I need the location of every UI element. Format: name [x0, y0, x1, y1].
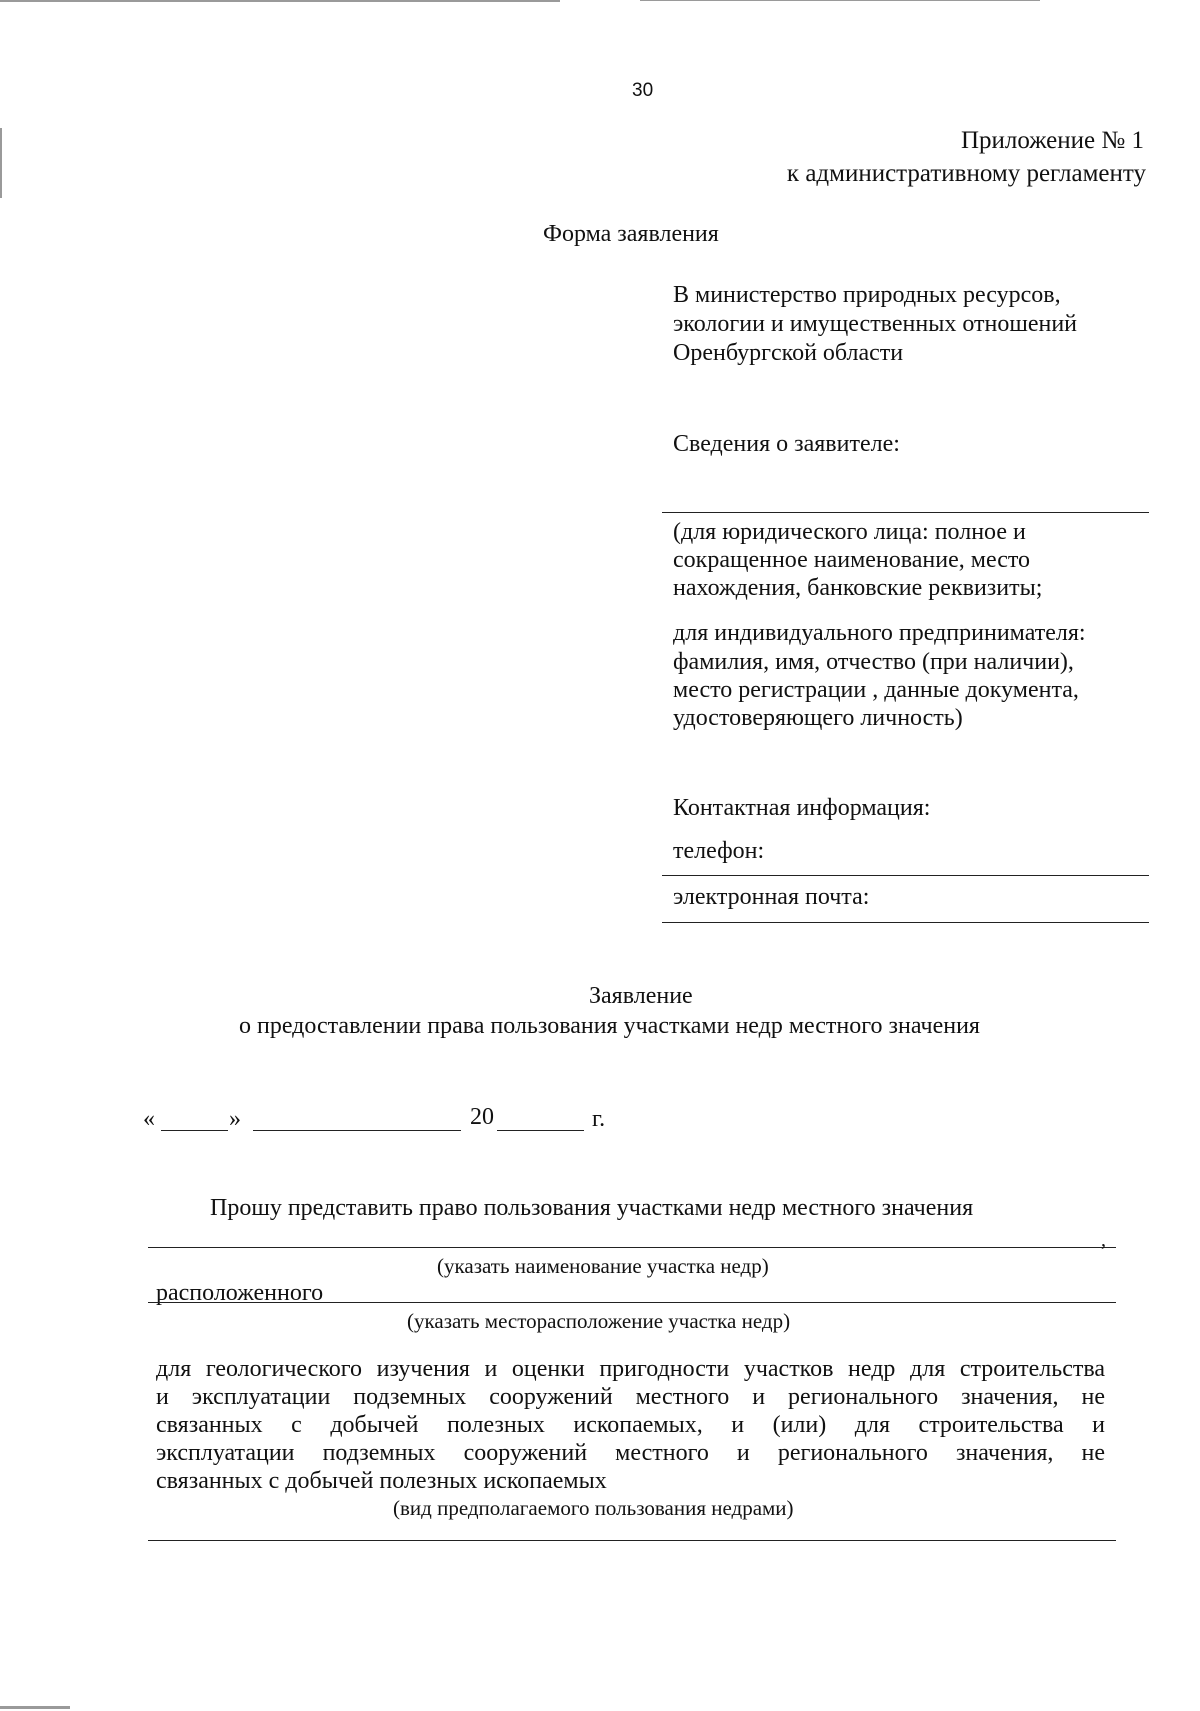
appendix-label: Приложение № 1 — [960, 127, 1144, 154]
date-open-quote: « — [143, 1106, 155, 1132]
site-location-hint: (указать месторасположение участка недр) — [407, 1309, 791, 1333]
located-label: расположенного — [156, 1280, 324, 1306]
phone-label: телефон: — [673, 838, 765, 864]
date-day-field[interactable] — [161, 1130, 228, 1131]
request-comma: , — [1101, 1229, 1106, 1251]
date-year-prefix: 20 — [470, 1104, 494, 1130]
legal-entity-note: (для юридического лица: полное и — [673, 519, 1026, 545]
legal-entity-note: сокращенное наименование, место — [673, 547, 1031, 573]
addressee-line: Оренбургской области — [673, 340, 904, 366]
statement-title: Заявление — [589, 983, 693, 1009]
purpose-hint: (вид предполагаемого пользования недрами) — [393, 1496, 794, 1520]
date-year-suffix: г. — [592, 1106, 606, 1132]
purpose-line: связанных с добычей полезных ископаемых — [156, 1468, 607, 1494]
appendix-subtitle: к административному регламенту — [786, 160, 1146, 187]
entrepreneur-note: фамилия, имя, отчество (при наличии), — [673, 649, 1074, 675]
purpose-line: и эксплуатации подземных сооружений местного и регионального значения, не — [156, 1384, 1105, 1410]
applicant-input-line[interactable] — [662, 512, 1149, 513]
request-text: Прошу представить право пользования участками недр местного значения — [210, 1195, 974, 1221]
email-label: электронная почта: — [673, 884, 870, 910]
statement-subtitle: о предоставлении права пользования участками недр местного значения — [239, 1013, 980, 1039]
entrepreneur-note: удостоверяющего личность) — [673, 705, 963, 731]
site-name-input-line[interactable] — [148, 1247, 1116, 1248]
site-name-hint: (указать наименование участка недр) — [437, 1254, 769, 1278]
legal-entity-note: нахождения, банковские реквизиты; — [673, 575, 1043, 601]
scan-edge-top-right — [640, 0, 1040, 1]
scan-edge-top — [0, 0, 560, 2]
addressee-line: В министерство природных ресурсов, — [673, 282, 1061, 308]
date-year-field[interactable] — [497, 1130, 584, 1131]
page-number: 30 — [632, 80, 654, 101]
applicant-heading: Сведения о заявителе: — [673, 431, 900, 457]
date-close-quote: » — [229, 1106, 241, 1132]
addressee-line: экологии и имущественных отношений — [673, 311, 1078, 337]
email-input-line[interactable] — [662, 922, 1149, 923]
date-month-field[interactable] — [253, 1130, 461, 1131]
purpose-line: для геологического изучения и оценки пригодности участков недр для строительства — [156, 1356, 1105, 1382]
form-title: Форма заявления — [543, 221, 719, 247]
purpose-line: связанных с добычей полезных ископаемых, и (или) для строительства и — [156, 1412, 1105, 1438]
contacts-heading: Контактная информация: — [673, 795, 931, 821]
entrepreneur-note: для индивидуального предпринимателя: — [673, 620, 1086, 646]
purpose-input-line[interactable] — [148, 1540, 1116, 1541]
purpose-line: эксплуатации подземных сооружений местного и регионального значения, не — [156, 1440, 1105, 1466]
scan-edge-bottom — [0, 1706, 70, 1709]
phone-input-line[interactable] — [662, 875, 1149, 876]
site-location-input-line[interactable] — [148, 1302, 1116, 1303]
entrepreneur-note: место регистрации , данные документа, — [673, 677, 1079, 703]
scan-edge-left — [0, 128, 2, 198]
